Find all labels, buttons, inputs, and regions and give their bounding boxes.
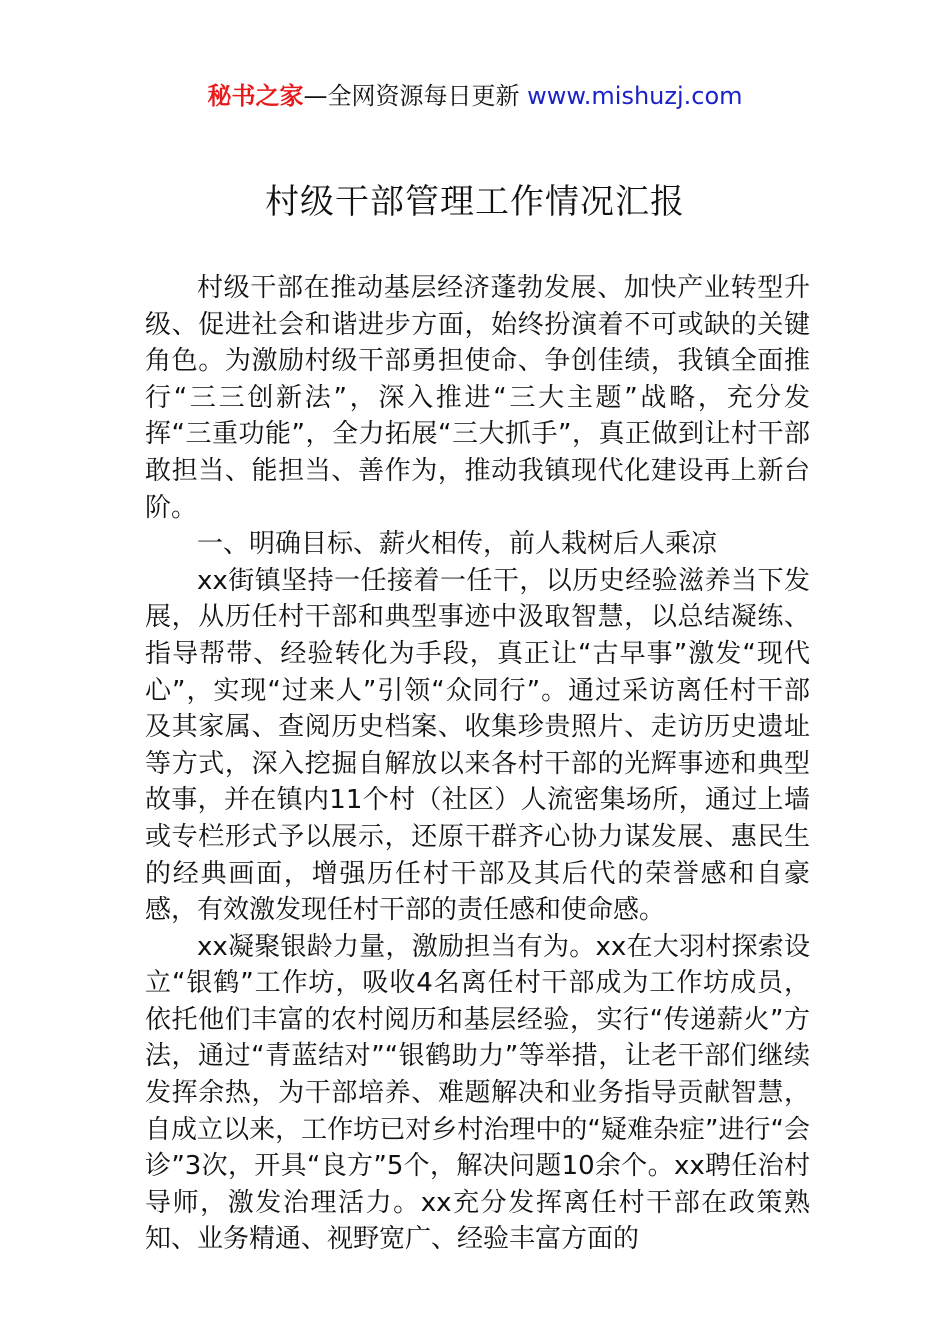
document-title: 村级干部管理工作情况汇报	[265, 182, 685, 222]
site-header	[0, 80, 950, 112]
site-url-link[interactable]: www.mishuzj.com	[527, 82, 743, 110]
document-body	[145, 270, 810, 1258]
body-paragraph: xx街镇坚持一任接着一任干，以历史经验滋养当下发展，从历任村干部和典型事迹中汲取智慧，以总结凝练、指导帮带、经验转化为手段，真正让“古早事”激发“现代心”，实现“过来人”引领“众同行”。通过采访离任村干部及其家属、查阅历史档案、收集珍贵照片、走访历史遗址等方式，深入挖掘自解放以来各村干部的光辉事迹和典型故事，并在镇内11个村（社区）人流密集场所，通过上墙或专栏形式予以展示，还原干群齐心协力谋发展、惠民生的经典画面，增强历任村干部及其后代的荣誉感和自豪感，有效激发现任村干部的责任感和使命感。	[145, 565, 810, 926]
brand-name: 秘书之家	[207, 82, 304, 110]
header-tagline: —全网资源每日更新	[303, 82, 528, 110]
body-paragraph: xx凝聚银龄力量，激励担当有为。xx在大羽村探索设立“银鹤”工作坊，吸收4名离任村干部成为工作坊成员，依托他们丰富的农村阅历和基层经验，实行“传递薪火”方法，通过“青蓝结对”“银鹤助力”等举措，让老干部们继续发挥余热，为干部培养、难题解决和业务指导贡献智慧，自成立以来，工作坊已对乡村治理中的“疑难杂症”进行“会诊”3次，开具“良方”5个，解决问题10余个。xx聘任治村导师，激发治理活力。xx充分发挥离任村干部在政策熟知、业务精通、视野宽广、经验丰富方面的	[145, 931, 810, 1255]
intro-paragraph: 村级干部在推动基层经济蓬勃发展、加快产业转型升级、促进社会和谐进步方面，始终扮演着不可或缺的关键角色。为激励村级干部勇担使命、争创佳绩，我镇全面推行“三三创新法”，深入推进“三大主题”战略，充分发挥“三重功能”，全力拓展“三大抓手”，真正做到让村干部敢担当、能担当、善作为，推动我镇现代化建设再上新台阶。	[145, 273, 810, 523]
section-heading: 一、明确目标、薪火相传，前人栽树后人乘凉	[197, 529, 718, 560]
